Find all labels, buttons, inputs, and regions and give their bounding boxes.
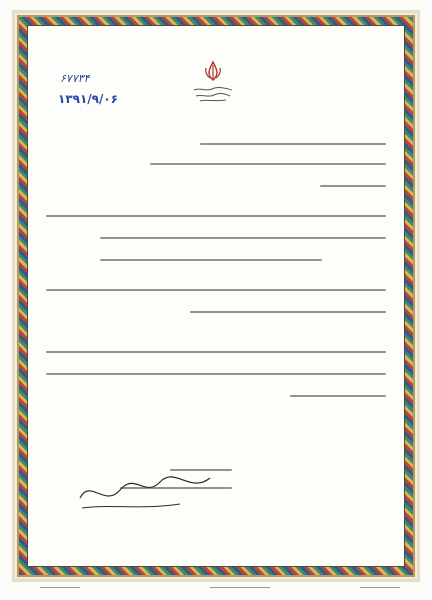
text-line — [100, 254, 322, 266]
text-line — [320, 180, 386, 192]
signer-line — [120, 482, 232, 494]
page-footer — [30, 584, 402, 592]
ministry-logo — [190, 84, 236, 104]
text-line — [46, 210, 386, 222]
text-line — [100, 232, 386, 244]
text-line — [150, 158, 386, 170]
text-line — [46, 368, 386, 380]
text-line — [46, 346, 386, 358]
signer-line — [170, 464, 232, 476]
registration-date: ۱۳۹۱/۹/۰۶ — [58, 92, 119, 106]
text-line — [46, 284, 386, 296]
text-line — [200, 138, 386, 150]
national-emblem-icon — [202, 60, 224, 82]
text-line — [190, 306, 386, 318]
registration-number: ۶۷۷۳۴ — [60, 72, 90, 85]
text-line — [290, 390, 386, 402]
